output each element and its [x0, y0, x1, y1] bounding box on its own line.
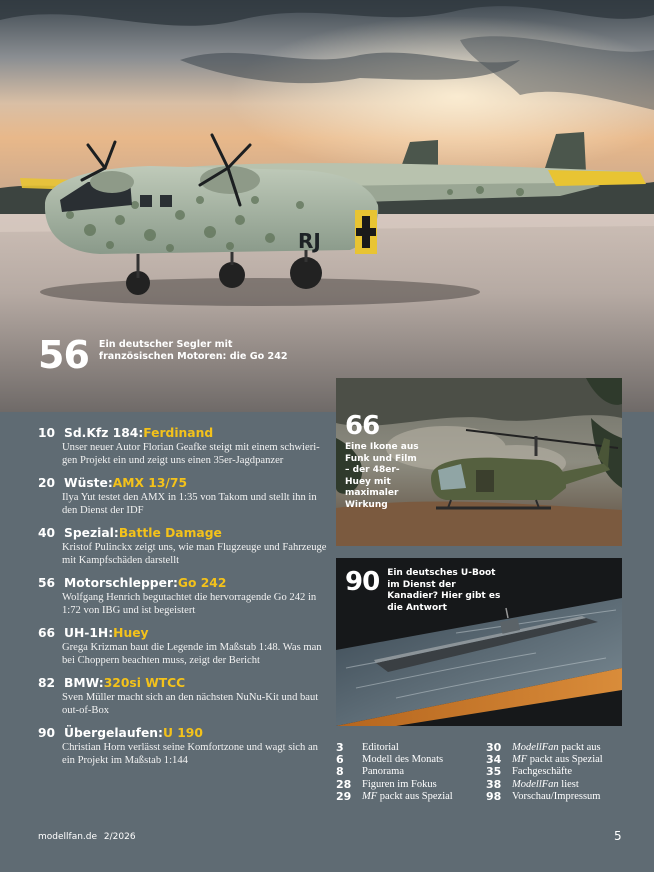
toc-heading: [38, 626, 328, 641]
toc-item[interactable]: [38, 526, 328, 567]
toc-heading: [38, 676, 328, 691]
section-label-italic: ModellFan: [512, 742, 559, 753]
toc-title: U 190: [162, 726, 203, 740]
section-page-number: 28: [336, 777, 352, 791]
section-row[interactable]: [486, 742, 626, 754]
section-label-text: packt aus Spezial: [527, 754, 603, 766]
section-label: [512, 742, 601, 754]
section-row[interactable]: [486, 766, 626, 778]
section-page-number: 38: [486, 777, 502, 791]
section-label-text: Fachgeschäfte: [512, 766, 573, 778]
section-page-number: 30: [486, 741, 502, 754]
section-row[interactable]: [336, 766, 476, 778]
hero-image: [0, 0, 654, 412]
toc-title: Go 242: [177, 576, 227, 590]
toc-item[interactable]: [38, 626, 328, 667]
section-label: [362, 742, 399, 754]
toc-description: Christian Horn verlässt seine Komfortzone und wagt sich an ein Projekt im Maßstab 1:144: [62, 742, 318, 766]
section-page-number: 8: [336, 765, 344, 779]
toc-description: Kristof Pulinckx zeigt uns, wie man Flugzeuge und Fahrzeuge mit Kampfschäden darstellt: [62, 542, 327, 566]
section-label-italic: MF: [512, 754, 528, 766]
toc-page-number: 10: [38, 426, 56, 440]
aircraft-marking: RJ: [298, 229, 321, 253]
toc-description: Wolfgang Henrich begutachtet die hervorragende Go 242 in 1:72 von IBG und ist begeistert: [62, 592, 317, 616]
uboot-caption-text: Ein deutsches U-Boot im Dienst der Kanadier? Hier gibt es die Antwort: [387, 568, 501, 613]
section-label: [362, 766, 404, 778]
regular-sections-left: [336, 742, 476, 803]
huey-caption-text: Eine Ikone aus Funk und Film – der 48er-Huey mit maximaler Wirkung: [345, 442, 419, 510]
uboot-panel[interactable]: [336, 558, 622, 726]
section-label: [512, 791, 600, 803]
huey-caption: [345, 412, 421, 511]
toc-title: Battle Damage: [118, 526, 222, 540]
toc-description: Sven Müller macht sich an den nächsten NuNu-Kit und baut out-of-Box: [62, 692, 319, 716]
section-label-italic: ModellFan: [512, 778, 559, 790]
toc-list: [38, 426, 328, 776]
section-row[interactable]: [336, 742, 476, 754]
section-label-text: Vorschau/Impressum: [512, 790, 601, 802]
toc-title: 320si WTCC: [103, 676, 186, 690]
toc-title: Ferdinand: [143, 426, 214, 440]
section-page-number: 98: [486, 789, 502, 803]
toc-heading: [38, 476, 328, 491]
section-row[interactable]: [486, 754, 626, 766]
section-row[interactable]: [336, 779, 476, 791]
toc-description: Grega Krizman baut die Legende im Maßstab 1:48. Was man bei Choppern beachten muss, zeigt der Bericht: [62, 642, 322, 666]
hero-caption: [38, 333, 289, 377]
toc-prefix: Sd.Kfz 184:: [64, 426, 144, 440]
regular-sections-right: [486, 742, 626, 803]
toc-page-number: 90: [38, 726, 56, 740]
toc-page-number: 40: [38, 526, 56, 540]
section-row[interactable]: [486, 791, 626, 803]
section-label-italic: MF: [362, 790, 378, 802]
section-label: [512, 754, 603, 766]
toc-description: Ilya Yut testet den AMX in 1:35 von Takom und stellt ihn in den Dienst der IDF: [62, 492, 317, 516]
section-label: [362, 754, 443, 766]
toc-heading: [38, 726, 328, 741]
section-label: [362, 779, 437, 791]
toc-prefix: Motorschlepper:: [64, 576, 178, 590]
section-page-number: 6: [336, 753, 344, 767]
toc-page-number: 56: [38, 576, 56, 590]
toc-item[interactable]: [38, 726, 328, 767]
section-page-number: 35: [486, 765, 502, 779]
toc-description: Unser neuer Autor Florian Geafke steigt mit einem schwieri-gen Projekt ein und zeigt uns einen 35er-Jagdpanzer: [62, 442, 320, 466]
section-row[interactable]: [486, 779, 626, 791]
section-row[interactable]: [336, 754, 476, 766]
section-label-text: Editorial: [362, 742, 399, 753]
toc-page-number: 82: [38, 676, 56, 690]
toc-prefix: BMW:: [64, 676, 104, 690]
section-row[interactable]: [336, 791, 476, 803]
toc-heading: [38, 576, 328, 591]
toc-heading: [38, 526, 328, 541]
section-label-text: Figuren im Fokus: [362, 778, 437, 790]
section-label: [512, 766, 572, 778]
toc-item[interactable]: [38, 476, 328, 517]
toc-item[interactable]: [38, 426, 328, 467]
section-label-text: packt aus Spezial: [377, 790, 453, 802]
toc-heading: [38, 426, 328, 441]
toc-item[interactable]: [38, 676, 328, 717]
huey-panel[interactable]: [336, 378, 622, 546]
toc-title: Huey: [113, 626, 149, 640]
toc-page-number: 20: [38, 476, 56, 490]
toc-item[interactable]: [38, 576, 328, 617]
footer-issue: 2/2026: [103, 832, 136, 842]
toc-prefix: Übergelaufen:: [64, 726, 163, 740]
footer-site: [38, 832, 136, 842]
uboot-caption: [345, 568, 509, 614]
toc-prefix: Spezial:: [64, 526, 119, 540]
hero-caption-text: Ein deutscher Segler mit französischen Motoren: die Go 242: [98, 339, 288, 362]
page-number: 5: [614, 829, 622, 843]
footer-url[interactable]: modellfan.de: [38, 832, 98, 842]
section-label: [512, 779, 579, 791]
hero-page-number: 56: [38, 333, 89, 377]
section-label-text: Modell des Monats: [362, 754, 444, 766]
uboot-page-number: 90: [345, 567, 380, 597]
toc-page-number: 66: [38, 626, 56, 640]
section-page-number: 29: [336, 789, 352, 803]
section-page-number: 34: [486, 753, 502, 767]
toc-prefix: UH-1H:: [64, 626, 114, 640]
huey-page-number: 66: [345, 411, 380, 441]
toc-title: AMX 13/75: [112, 476, 188, 490]
section-label: [362, 791, 453, 803]
section-label-text: liest: [558, 778, 579, 790]
toc-prefix: Wüste:: [64, 476, 113, 490]
section-label-text: packt aus: [558, 742, 601, 753]
section-page-number: 3: [336, 741, 344, 754]
section-label-text: Panorama: [362, 766, 404, 778]
